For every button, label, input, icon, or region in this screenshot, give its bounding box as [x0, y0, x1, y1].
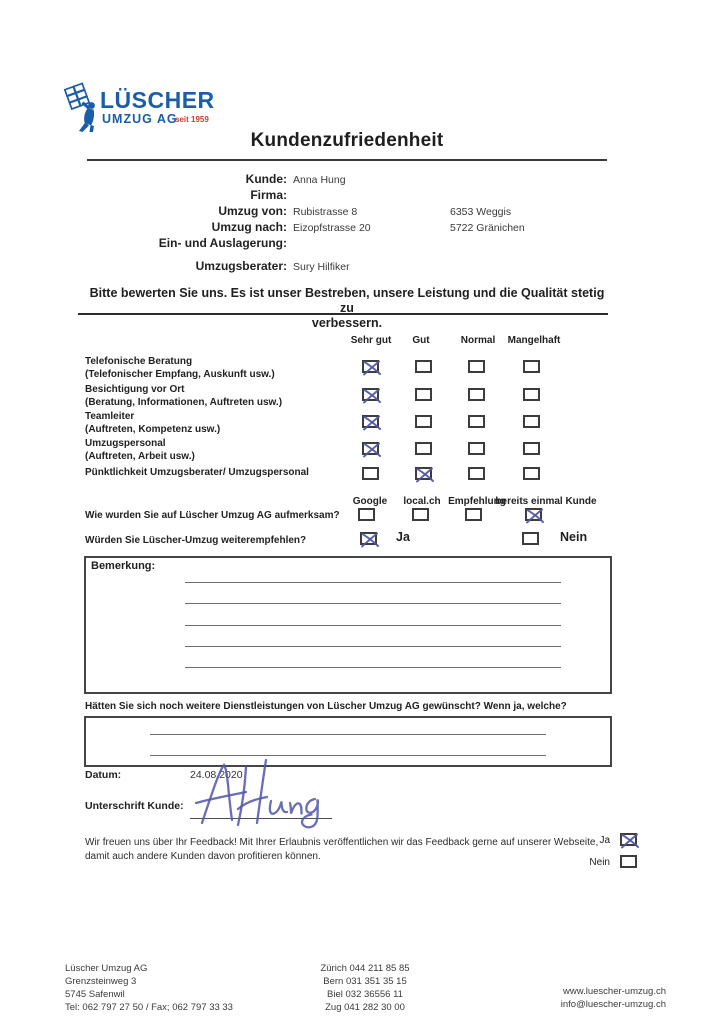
checkbox-besichtigung-normal[interactable] [468, 388, 485, 401]
recommend-nein-label: Nein [560, 530, 588, 544]
mover-with-boxes-icon [60, 82, 250, 134]
field-row-umzugsberater [85, 259, 608, 275]
field-row-umzug-von [85, 204, 608, 220]
checkbox-telefonische-mangelhaft[interactable] [523, 360, 540, 373]
date-label: Datum: [85, 769, 122, 781]
handwritten-x-mark [360, 440, 384, 460]
checkbox-puenktlichkeit-gut[interactable] [415, 467, 432, 480]
customer-signature [188, 757, 343, 829]
source-col-bereits-kunde: bereits einmal Kunde [495, 496, 597, 507]
rating-row-label: Umzugspersonal (Auftreten, Arbeit usw.) [85, 438, 195, 462]
intro-text [87, 286, 607, 331]
form-title: Kundenzufriedenheit [250, 130, 444, 151]
checkbox-recommend-nein[interactable] [522, 532, 539, 545]
field-label: Firma: [250, 188, 287, 202]
rating-col-sehr-gut: Sehr gut [350, 335, 392, 346]
checkbox-telefonische-sehr-gut[interactable] [362, 360, 379, 373]
recommend-ja-label: Ja [396, 530, 410, 544]
footer-branch-phones: Zürich 044 211 85 85 Bern 031 351 35 15 Biel 032 36556 11 Zug 041 282 30 00 [320, 963, 410, 1013]
source-col-localch: local.ch [403, 496, 441, 507]
checkbox-puenktlichkeit-sehr-gut[interactable] [362, 467, 379, 480]
rating-row-label: Teamleiter (Auftreten, Kompetenz usw.) [85, 411, 221, 435]
rating-col-normal: Normal [460, 335, 496, 346]
services-writing-line[interactable] [150, 755, 546, 756]
feedback-text: Wir freuen uns über Ihr Feedback! Mit Ihrer Erlaubnis veröffentlichen wir das Feedback gerne auf unserer Webseite, damit auch andere Kunden davon profitieren können. [85, 837, 599, 862]
field-label: Umzug von: [218, 204, 287, 218]
rating-row-label: Telefonische Beratung (Telefonischer Empfang, Auskunft usw.) [85, 356, 275, 380]
checkbox-feedback-ja[interactable] [620, 833, 637, 846]
logo-tagline-text: seit 1959 [175, 115, 209, 124]
field-label: Ein- und Auslagerung: [158, 236, 287, 250]
checkbox-teamleiter-sehr-gut[interactable] [362, 415, 379, 428]
recommend-question: Würden Sie Lüscher-Umzug weiterempfehlen? [85, 535, 307, 546]
field-label: Umzugsberater: [195, 259, 287, 273]
remarks-writing-line[interactable] [185, 603, 561, 604]
checkbox-feedback-nein[interactable] [620, 855, 637, 868]
field-value: Anna Hung [293, 174, 346, 186]
checkbox-teamleiter-mangelhaft[interactable] [523, 415, 540, 428]
intro-line1: Bitte bewerten Sie uns. Es ist unser Bestreben, unsere Leistung und die Qualität stetig zu [89, 286, 605, 315]
remarks-writing-line[interactable] [185, 625, 561, 626]
field-row-firma [85, 188, 608, 204]
checkbox-telefonische-normal[interactable] [468, 360, 485, 373]
logo-subtitle-text: UMZUG AG [102, 112, 178, 126]
remarks-writing-line[interactable] [185, 667, 561, 668]
remarks-writing-line[interactable] [185, 646, 561, 647]
footer-contact [470, 985, 666, 1011]
checkbox-source-bereits-kunde[interactable] [525, 508, 542, 521]
checkbox-umzugspersonal-mangelhaft[interactable] [523, 442, 540, 455]
rating-col-gut: Gut [412, 335, 430, 346]
checkbox-umzugspersonal-sehr-gut[interactable] [362, 442, 379, 455]
signature-label: Unterschrift Kunde: [85, 800, 184, 812]
checkbox-source-localch[interactable] [412, 508, 429, 521]
rating-row-label: Pünktlichkeit Umzugsberater/ Umzugspersonal [85, 467, 309, 478]
footer-email[interactable]: info@luescher-umzug.ch [560, 999, 666, 1010]
checkbox-besichtigung-mangelhaft[interactable] [523, 388, 540, 401]
source-col-empfehlung: Empfehlung [448, 496, 506, 507]
handwritten-x-mark [523, 506, 547, 526]
section-divider [78, 313, 608, 315]
handwritten-x-mark [360, 358, 384, 378]
remarks-label: Bemerkung: [91, 560, 156, 572]
field-value: Eizopfstrasse 20 [293, 222, 371, 234]
feedback-nein-label: Nein [589, 857, 610, 868]
handwritten-x-mark [360, 386, 384, 406]
services-writing-line[interactable] [150, 734, 546, 735]
rating-row-label: Besichtigung vor Ort (Beratung, Informationen, Auftreten usw.) [85, 384, 283, 408]
checkbox-source-empfehlung[interactable] [465, 508, 482, 521]
handwritten-x-mark [358, 530, 382, 550]
checkbox-umzugspersonal-normal[interactable] [468, 442, 485, 455]
field-value-city: 6353 Weggis [450, 206, 512, 218]
checkbox-besichtigung-sehr-gut[interactable] [362, 388, 379, 401]
source-col-google: Google [352, 496, 388, 507]
field-row-ein-auslagerung [85, 236, 608, 252]
field-row-kunde [85, 172, 608, 188]
rating-col-mangelhaft: Mangelhaft [507, 335, 561, 346]
field-value: Rubistrasse 8 [293, 206, 358, 218]
checkbox-recommend-ja[interactable] [360, 532, 377, 545]
logo-name-text: LÜSCHER [100, 87, 215, 113]
date-value: 24.08.2020 [190, 769, 243, 781]
title-underline [87, 159, 607, 161]
company-logo [60, 82, 250, 134]
footer-website[interactable]: www.luescher-umzug.ch [563, 986, 666, 997]
intro-line2: verbessern. [311, 316, 383, 330]
field-label: Kunde: [245, 172, 287, 186]
checkbox-puenktlichkeit-mangelhaft[interactable] [523, 467, 540, 480]
checkbox-besichtigung-gut[interactable] [415, 388, 432, 401]
handwritten-x-mark [413, 465, 437, 485]
field-label: Umzug nach: [211, 220, 287, 234]
services-box[interactable] [84, 716, 612, 767]
handwritten-x-mark [360, 413, 384, 433]
services-question: Hätten Sie sich noch weitere Dienstleistungen von Lüscher Umzug AG gewünscht? Wenn ja, welche? [85, 701, 567, 712]
checkbox-telefonische-gut[interactable] [415, 360, 432, 373]
field-value-city: 5722 Gränichen [450, 222, 525, 234]
checkbox-source-google[interactable] [358, 508, 375, 521]
checkbox-teamleiter-gut[interactable] [415, 415, 432, 428]
checkbox-teamleiter-normal[interactable] [468, 415, 485, 428]
checkbox-puenktlichkeit-normal[interactable] [468, 467, 485, 480]
feedback-ja-label: Ja [599, 835, 610, 846]
handwritten-x-mark [618, 831, 642, 851]
footer-address: Lüscher Umzug AG Grenzsteinweg 3 5745 Safenwil Tel: 062 797 27 50 / Fax; 062 797 33 33 [65, 963, 233, 1013]
field-value: Sury Hilfiker [293, 261, 350, 273]
checkbox-umzugspersonal-gut[interactable] [415, 442, 432, 455]
remarks-writing-line[interactable] [185, 582, 561, 583]
source-question: Wie wurden Sie auf Lüscher Umzug AG aufmerksam? [85, 510, 340, 521]
field-row-umzug-nach [85, 220, 608, 236]
